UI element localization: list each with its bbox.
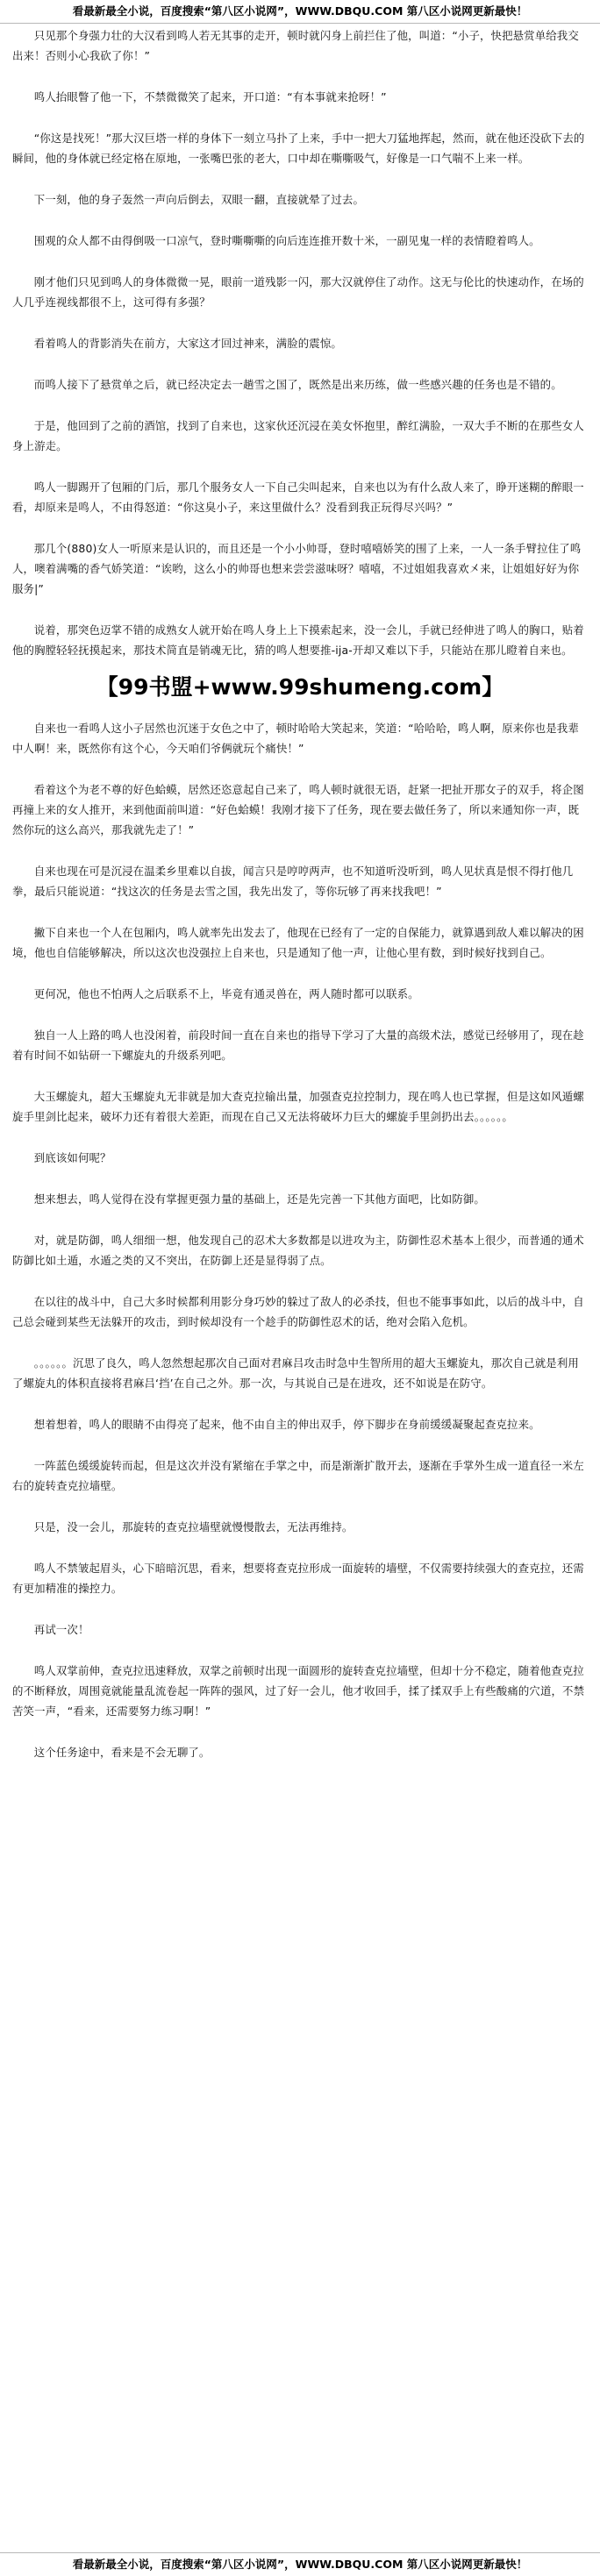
paragraph: 鸣人一脚踢开了包厢的门后，那几个服务女人一下自己尖叫起来，自来也以为有什么敌人来了，睁开迷糊的醉眼一看，却原来是鸣人，不由得怒道：“你这臭小子，来这里做什么？没看到我正玩得尽兴吗？” xyxy=(12,480,584,514)
paragraph: 想来想去，鸣人觉得在没有掌握更强力量的基础上，还是先完善一下其他方面吧，比如防御。 xyxy=(33,1192,485,1206)
paragraph: 。。。。。。沉思了良久，鸣人忽然想起那次自己面对君麻吕攻击时急中生智所用的超大玉螺旋丸，那次自己就是利用了螺旋丸的体积直接将君麻吕‘挡’在自己之外。那一次，与其说自己是在进攻，还不如说是在防守。 xyxy=(12,1356,579,1390)
paragraph: 于是，他回到了之前的酒馆，找到了自来也，这家伙还沉浸在美女怀抱里，醉红满脸，一双大手不断的在那些女人身上游走。 xyxy=(12,419,584,452)
paragraph: 只见那个身强力壮的大汉看到鸣人若无其事的走开，顿时就闪身上前拦住了他，叫道：“小子，快把悬赏单给我交出来！否则小心我砍了你！” xyxy=(12,29,579,62)
paragraph: 对，就是防御，鸣人细细一想，他发现自己的忍术大多数都是以进攻为主，防御性忍术基本上很少，而普通的通术防御比如土遁，水遁之类的又不突出，在防御上还是显得弱了点。 xyxy=(12,1234,584,1267)
paragraph: 只是，没一会儿，那旋转的查克拉墙壁就慢慢散去，无法再维持。 xyxy=(33,1520,354,1534)
chapter-content xyxy=(0,24,600,1762)
paragraph: 想着想着，鸣人的眼睛不由得亮了起来，他不由自主的伸出双手，停下脚步在身前缓缓凝聚起查克拉来。 xyxy=(33,1418,540,1431)
paragraph: “你这是找死！”那大汉巨塔一样的身体下一刻立马扑了上来，手中一把大刀猛地挥起，然而，就在他还没砍下去的瞬间，他的身体就已经定格在原地，一张嘴巴张的老大，口中却在嘶嘶吸气，好像是一口气喘不上来一样。 xyxy=(12,132,585,165)
paragraph: 那几个(880)女人一听原来是认识的，而且还是一个小小帅哥，登时嘻嘻娇笑的围了上来，一人一条手臂拉住了鸣人，噢着满嘴的香气娇笑道：“诶哟，这么小的帅哥也想来尝尝滋味呀？嘻嘻，不过姐姐我喜欢㐅来，让姐姐好好为你服务|” xyxy=(12,542,582,595)
paragraph: 说着，那突色迈掌不错的成熟女人就开始在鸣人身上上下摸索起来，没一会儿，手就已经伸进了鸣人的胸口，贴着他的胸膛轻轻抚摸起来，那技术简直是销魂无比，猜的鸣人想要推-ija-开却又难以下手，只能站在那儿瞪着自来也。 xyxy=(12,623,584,657)
paragraph: 下一刻，他的身子轰然一声向后倒去，双眼一翻，直接就晕了过去。 xyxy=(33,193,365,206)
paragraph: 撇下自来也一个人在包厢内，鸣人就率先出发去了，他现在已经有了一定的自保能力，就算遇到敌人难以解决的困境，他也自信能够解决，所以这次也没强拉上自来也，只是通知了他一声，让他心里有数，到时候好找到自己。 xyxy=(12,926,584,959)
paragraph: 这个任务途中，看来是不会无聊了。 xyxy=(33,1746,211,1759)
paragraph: 更何况，他也不怕两人之后联系不上，毕竟有通灵兽在，两人随时都可以联系。 xyxy=(33,987,419,1000)
paragraph: 围观的众人都不由得倒吸一口凉气，登时嘶嘶嘶的向后连连推开数十米，一副见鬼一样的表情瞪着鸣人。 xyxy=(33,234,540,247)
paragraph: 大玉螺旋丸，超大玉螺旋丸无非就是加大查克拉输出量，加强查克拉控制力，现在鸣人也已掌握，但是这如风遁螺旋手里剑比起来，破坏力还有着很大差距，而现在自己又无法将破坏力巨大的螺旋手里剑扔出去。。。。。。 xyxy=(12,1090,584,1123)
paragraph: 看着鸣人的背影消失在前方，大家这才回过神来，满脸的震惊。 xyxy=(33,337,342,350)
paragraph: 独自一人上路的鸣人也没闲着，前段时间一直在自来也的指导下学习了大量的高级术法，感觉已经够用了，现在趁着有时间不如钻研一下螺旋丸的升级系列吧。 xyxy=(12,1028,584,1062)
paragraph: 鸣人抬眼瞥了他一下，不禁微微笑了起来，开口道：“有本事就来抢呀！” xyxy=(33,90,387,103)
promo-watermark-link[interactable]: 【99书盟+www.99shumeng.com】 xyxy=(96,674,504,700)
paragraph: 而鸣人接下了悬赏单之后，就已经决定去一趟雪之国了，既然是出来历练，做一些感兴趣的任务也是不错的。 xyxy=(33,378,562,391)
paragraph: 自来也一看鸣人这小子居然也沉迷于女色之中了，顿时哈哈大笑起来，笑道：“哈哈哈，鸣人啊，原来你也是我辈中人啊！来，既然你有这个心，今天咱们爷俩就玩个痛快！” xyxy=(12,722,579,755)
paragraph: 再试一次！ xyxy=(33,1623,89,1636)
paragraph: 鸣人双掌前伸，查克拉迅速释放，双掌之前顿时出现一面圆形的旋转查克拉墙壁，但却十分不稳定，随着他查克拉的不断释放，周围竟就能量乱流卷起一阵阵的强风，过了好一会儿，他才收回手，揉了揉双手上有些酸痛的穴道，不禁苦笑一声，“看来，还需要努力练习啊！” xyxy=(12,1664,585,1718)
paragraph: 在以往的战斗中，自己大多时候都利用影分身巧妙的躲过了敌人的必杀技，但也不能事事如此，以后的战斗中，自己总会碰到某些无法躲开的攻击，到时候却没有一个趁手的防御性忍术的话，绝对会陷入危机。 xyxy=(12,1295,584,1328)
paragraph: 到底该如何呢？ xyxy=(33,1151,111,1164)
paragraph: 自来也现在可是沉浸在温柔乡里难以自拔，闻言只是哼哼两声，也不知道听没听到，鸣人见状真是恨不得打他几拳，最后只能说道：“找这次的任务是去雪之国，我先出发了，等你玩够了再来找我吧！” xyxy=(12,865,574,898)
paragraph: 鸣人不禁皱起眉头，心下暗暗沉思，看来，想要将查克拉形成一面旋转的墙壁，不仅需要持续强大的查克拉，还需有更加精准的操控力。 xyxy=(12,1562,584,1595)
paragraph: 看着这个为老不尊的好色蛤蟆，居然还恣意起自己来了，鸣人顿时就很无语，赶紧一把扯开那女子的双手，将企图再撞上来的女人推开，来到他面前叫道：“好色蛤蟆！我刚才接下了任务，现在要去做任务了，所以来通知你一声，既然你玩的这么高兴，那我就先走了！” xyxy=(12,783,584,836)
bottom-ad-banner[interactable]: 看最新最全小说，百度搜索“第八区小说网”，WWW.DBQU.COM 第八区小说网更新最快！ xyxy=(0,2552,600,2576)
top-ad-banner[interactable]: 看最新最全小说，百度搜索“第八区小说网”，WWW.DBQU.COM 第八区小说网更新最快！ xyxy=(0,0,600,24)
paragraph: 刚才他们只见到鸣人的身体微微一晃，眼前一道残影一闪，那大汉就停住了动作。这无与伦比的快速动作，在场的人几乎连视线都很不上，这可得有多强？ xyxy=(12,275,584,309)
paragraph: 一阵蓝色缓缓旋转而起，但是这次并没有紧缩在手掌之中，而是渐渐扩散开去，逐渐在手掌外生成一道直径一米左右的旋转查克拉墙壁。 xyxy=(12,1459,584,1492)
